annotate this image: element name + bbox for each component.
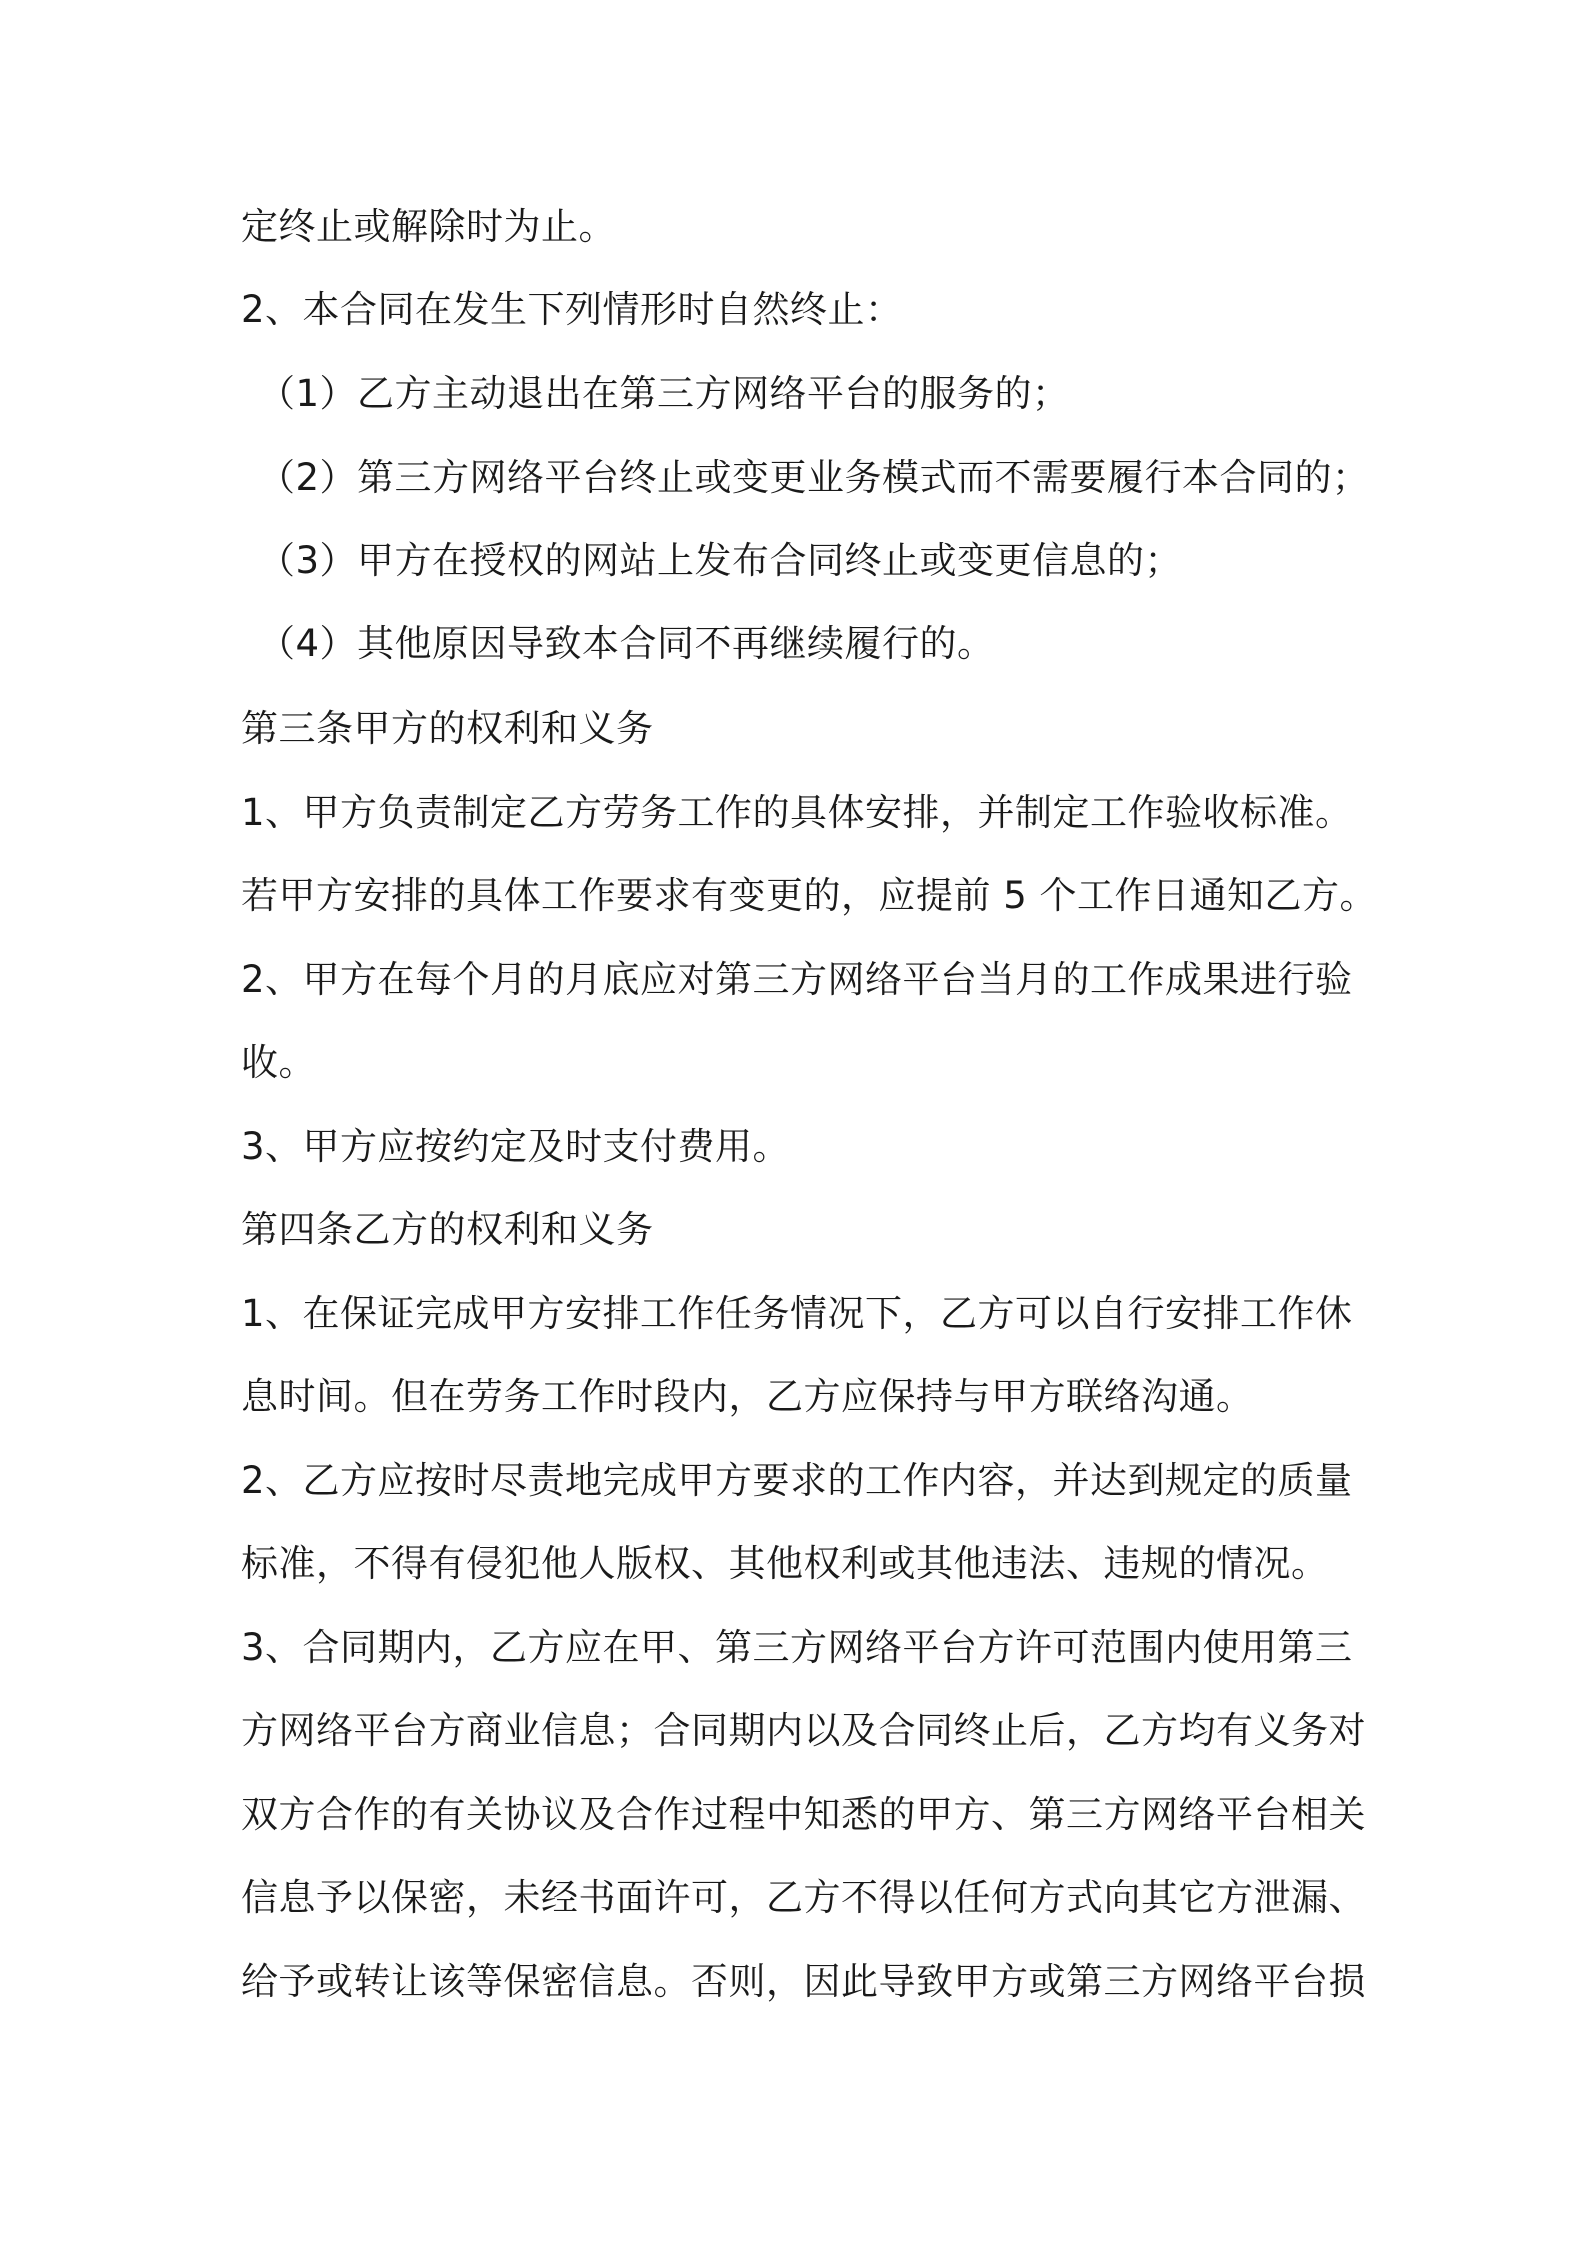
- paragraph-line: 给予或转让该等保密信息。否则，因此导致甲方或第三方网络平台损: [241, 1960, 1366, 2003]
- list-item-2: （2）第三方网络平台终止或变更业务模式而不需要履行本合同的；: [258, 456, 1370, 499]
- paragraph-line: 定终止或解除时为止。: [241, 205, 616, 248]
- paragraph-line: 息时间。但在劳务工作时段内，乙方应保持与甲方联络沟通。: [241, 1375, 1254, 1418]
- paragraph-line: 收。: [241, 1041, 316, 1084]
- paragraph-line: 1、甲方负责制定乙方劳务工作的具体安排，并制定工作验收标准。: [241, 791, 1353, 834]
- paragraph-line: 双方合作的有关协议及合作过程中知悉的甲方、第三方网络平台相关: [241, 1793, 1366, 1836]
- paragraph-line: 3、合同期内，乙方应在甲、第三方网络平台方许可范围内使用第三: [241, 1626, 1353, 1669]
- section-heading-3: 第三条甲方的权利和义务: [241, 707, 654, 750]
- paragraph-line: 2、甲方在每个月的月底应对第三方网络平台当月的工作成果进行验: [241, 958, 1353, 1001]
- section-heading-4: 第四条乙方的权利和义务: [241, 1208, 654, 1251]
- clause-2-line: 2、本合同在发生下列情形时自然终止：: [241, 288, 903, 331]
- list-item-4: （4）其他原因导致本合同不再继续履行的。: [258, 622, 995, 665]
- list-item-1: （1）乙方主动退出在第三方网络平台的服务的；: [258, 372, 1070, 415]
- paragraph-line: 3、甲方应按约定及时支付费用。: [241, 1125, 791, 1168]
- paragraph-line: 信息予以保密，未经书面许可，乙方不得以任何方式向其它方泄漏、: [241, 1876, 1366, 1919]
- list-item-3: （3）甲方在授权的网站上发布合同终止或变更信息的；: [258, 539, 1183, 582]
- paragraph-line: 标准，不得有侵犯他人版权、其他权利或其他违法、违规的情况。: [241, 1542, 1329, 1585]
- paragraph-line: 若甲方安排的具体工作要求有变更的，应提前 5 个工作日通知乙方。: [241, 874, 1378, 917]
- paragraph-line: 2、乙方应按时尽责地完成甲方要求的工作内容，并达到规定的质量: [241, 1459, 1353, 1502]
- paragraph-line: 1、在保证完成甲方安排工作任务情况下，乙方可以自行安排工作休: [241, 1292, 1353, 1335]
- paragraph-line: 方网络平台方商业信息；合同期内以及合同终止后，乙方均有义务对: [241, 1709, 1366, 1752]
